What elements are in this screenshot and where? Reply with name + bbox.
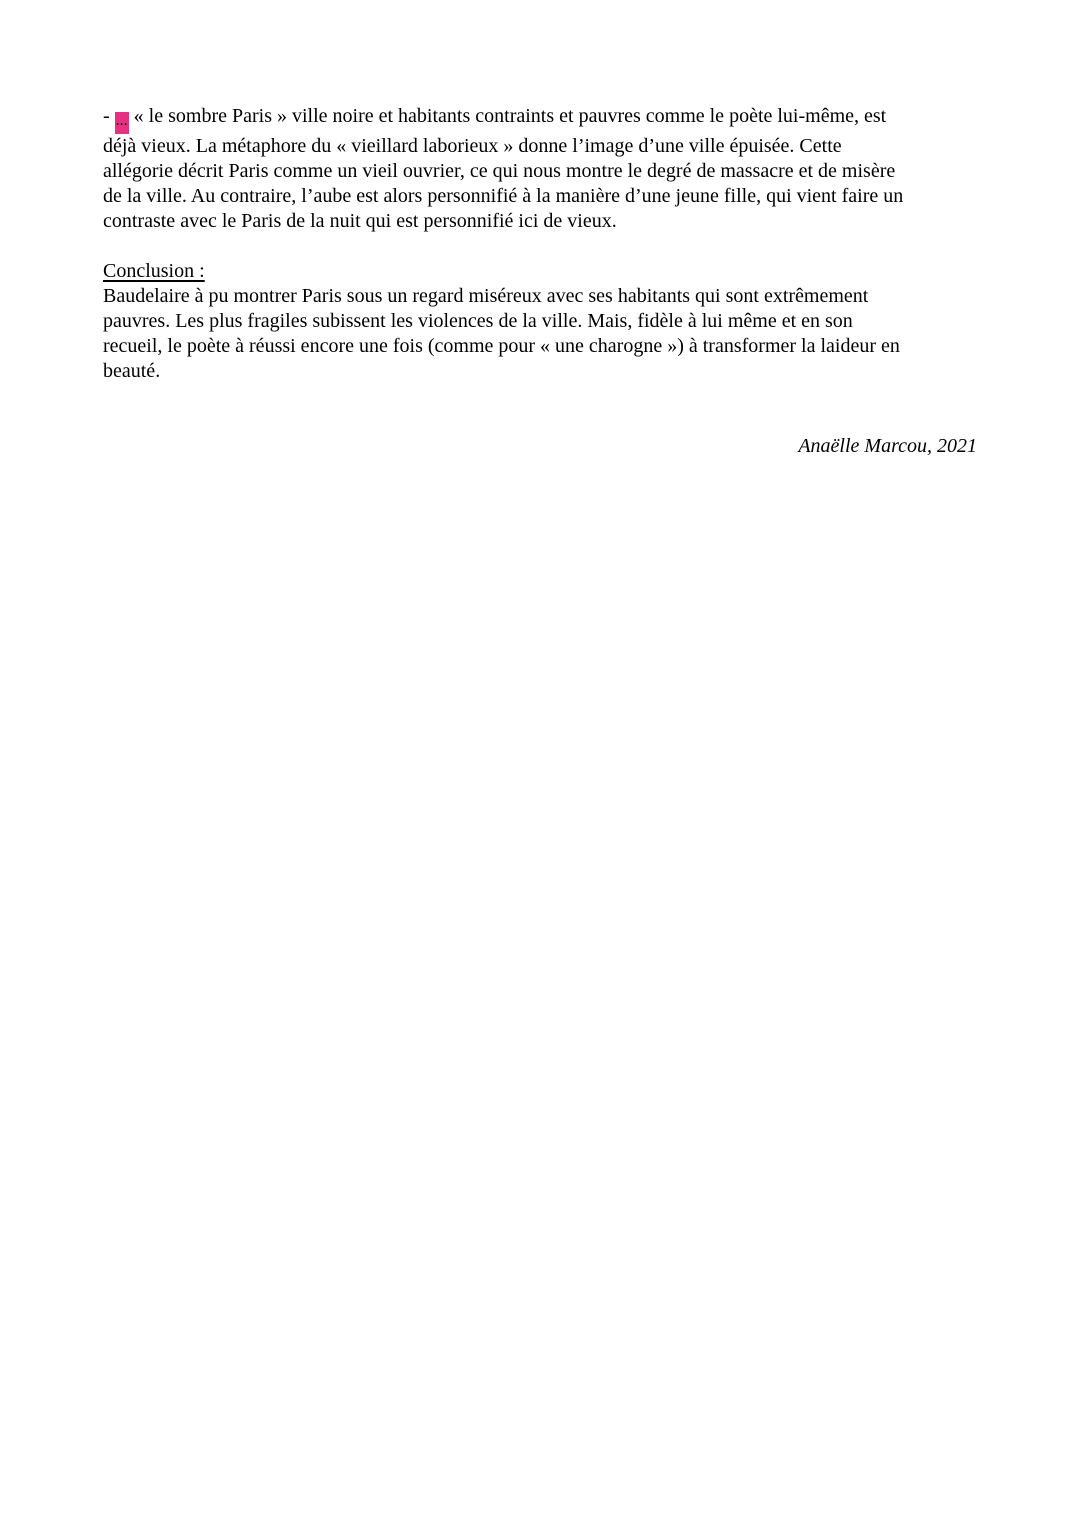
paragraph-line xyxy=(103,104,977,134)
paragraph-line: allégorie décrit Paris comme un vieil ouvrier, ce qui nous montre le degré de massacre et de misère xyxy=(103,160,896,182)
conclusion-line: beauté. xyxy=(103,360,161,382)
conclusion-heading: Conclusion : xyxy=(103,260,205,282)
list-dash: - xyxy=(103,105,110,127)
paragraph-line: déjà vieux. La métaphore du « vieillard laborieux » donne l’image d’une ville épuisée. Cette xyxy=(103,135,842,157)
paragraph-line: contraste avec le Paris de la nuit qui est personnifié ici de vieux. xyxy=(103,210,617,232)
conclusion-line: Baudelaire à pu montrer Paris sous un regard miséreux avec ses habitants qui sont extrêmement xyxy=(103,285,869,307)
paragraph-line-text: « le sombre Paris » ville noire et habitants contraints et pauvres comme le poète lui-même, est xyxy=(128,105,887,127)
author-signature: Anaëlle Marcou, 2021 xyxy=(798,435,977,457)
conclusion-line: pauvres. Les plus fragiles subissent les violences de la ville. Mais, fidèle à lui même et en son xyxy=(103,310,853,332)
highlight-mark: ... xyxy=(115,112,129,134)
paragraph-analysis xyxy=(103,104,977,234)
paragraph-line: de la ville. Au contraire, l’aube est alors personnifié à la manière d’une jeune fille, qui vient faire un xyxy=(103,185,904,207)
conclusion-line: recueil, le poète à réussi encore une fois (comme pour « une charogne ») à transformer la laideur en xyxy=(103,335,900,357)
conclusion-paragraph xyxy=(103,284,977,384)
document-page xyxy=(103,104,977,459)
